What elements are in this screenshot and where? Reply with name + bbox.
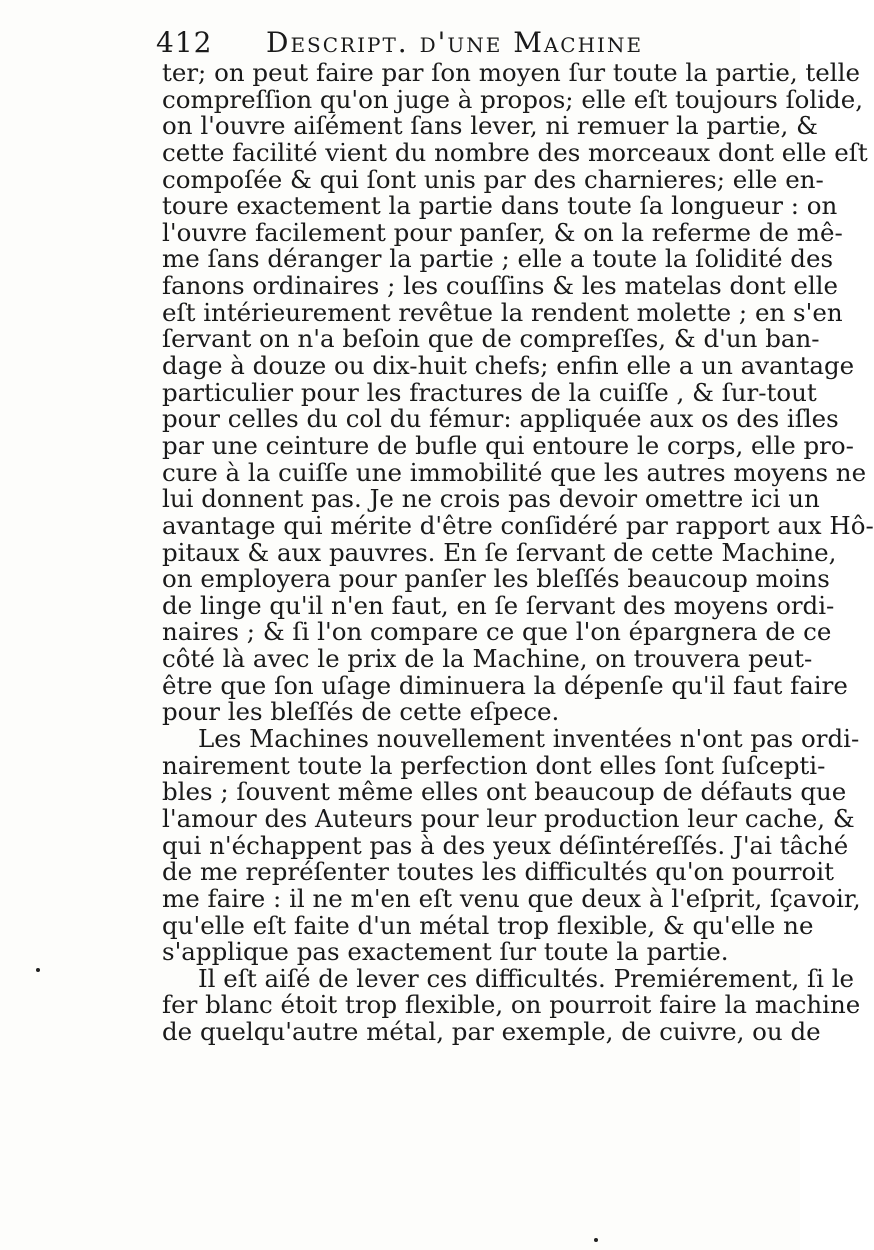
text-line: avantage qui mérite d'être conſidéré par rapport aux Hô-: [162, 510, 874, 540]
text-line: pour celles du col du fémur: appliquée aux os des iſles: [162, 404, 839, 434]
text-line: bles ; ſouvent même elles ont beaucoup de défauts que: [162, 777, 847, 807]
text-line: me ſans déranger la partie ; elle a toute la ſolidité des: [162, 244, 834, 274]
text-line: fanons ordinaires ; les couſſins & les matelas dont elle: [162, 271, 839, 301]
text-line: compreſſion qu'on juge à propos; elle eſt toujours ſolide,: [162, 84, 864, 114]
margin-speck: [594, 1238, 598, 1242]
text-line: fer blanc étoit trop flexible, on pourroit faire la machine: [162, 990, 861, 1020]
paragraph-end-line: pour les bleſſés de cette eſpece.: [162, 697, 560, 727]
text-line: ſervant on n'a beſoin que de compreſſes, & d'un ban-: [162, 324, 820, 354]
text-line: cette facilité vient du nombre des morceaux dont elle eſt: [162, 137, 868, 167]
text-line: me faire : il ne m'en eſt venu que deux à l'eſprit, ſçavoir,: [162, 883, 861, 913]
text-line: on l'ouvre aiſément ſans lever, ni remuer la partie, &: [162, 111, 818, 141]
text-line: nairement toute la perfection dont elles ſont ſuſcepti-: [162, 750, 826, 780]
text-line: lui donnent pas. Je ne crois pas devoir omettre ici un: [162, 484, 820, 514]
paragraph-end-line: s'applique pas exactement ſur toute la partie.: [162, 937, 729, 967]
text-line: l'amour des Auteurs pour leur production leur cache, &: [162, 803, 855, 833]
text-line: on employera pour panſer les bleſſés beaucoup moins: [162, 564, 830, 594]
text-line: qui n'échappent pas à des yeux déſintéreſſés. J'ai tâché: [162, 830, 849, 860]
text-line: par une ceinture de bufle qui entoure le corps, elle pro-: [162, 430, 854, 460]
text-line: de linge qu'il n'en faut, en ſe ſervant des moyens ordi-: [162, 590, 835, 620]
text-line: ter; on peut faire par ſon moyen ſur toute la partie, telle: [162, 58, 860, 87]
text-line: l'ouvre facilement pour panſer, & on la referme de mê-: [162, 217, 843, 247]
text-line: être que ſon uſage diminuera la dépenſe qu'il faut faire: [162, 670, 848, 700]
paragraph-start-line: Il eſt aiſé de lever ces difficultés. Premiérement, ſi le: [198, 963, 855, 993]
text-line: côté là avec le prix de la Machine, on trouvera peut-: [162, 644, 813, 674]
body-text: [162, 58, 874, 1047]
text-line: toure exactement la partie dans toute ſa longueur : on: [162, 191, 838, 221]
text-line: de quelqu'autre métal, par exemple, de cuivre, ou de: [162, 1017, 821, 1047]
margin-speck: [36, 968, 40, 972]
text-line: eſt intérieurement revêtue la rendent molette ; en s'en: [162, 297, 843, 327]
paragraph-start-line: Les Machines nouvellement inventées n'ont pas ordi-: [198, 724, 860, 754]
text-line: particulier pour les fractures de la cuiſſe , & ſur-tout: [162, 377, 817, 407]
text-line: cure à la cuiſſe une immobilité que les autres moyens ne: [162, 457, 867, 487]
text-line: qu'elle eſt faite d'un métal trop flexible, & qu'elle ne: [162, 910, 814, 940]
text-line: de me repréſenter toutes les difficultés qu'on pourroit: [162, 857, 834, 887]
text-line: dage à douze ou dix-huit chefs; enfin elle a un avantage: [162, 351, 855, 381]
page-number: 412: [156, 26, 213, 59]
text-line: pitaux & aux pauvres. En ſe ſervant de cette Machine,: [162, 537, 837, 567]
text-line: compoſée & qui ſont unis par des charnieres; elle en-: [162, 164, 824, 194]
text-line: naires ; & ſi l'on compare ce que l'on épargnera de ce: [162, 617, 832, 647]
running-head: Descript. d'une Machine: [266, 26, 644, 59]
